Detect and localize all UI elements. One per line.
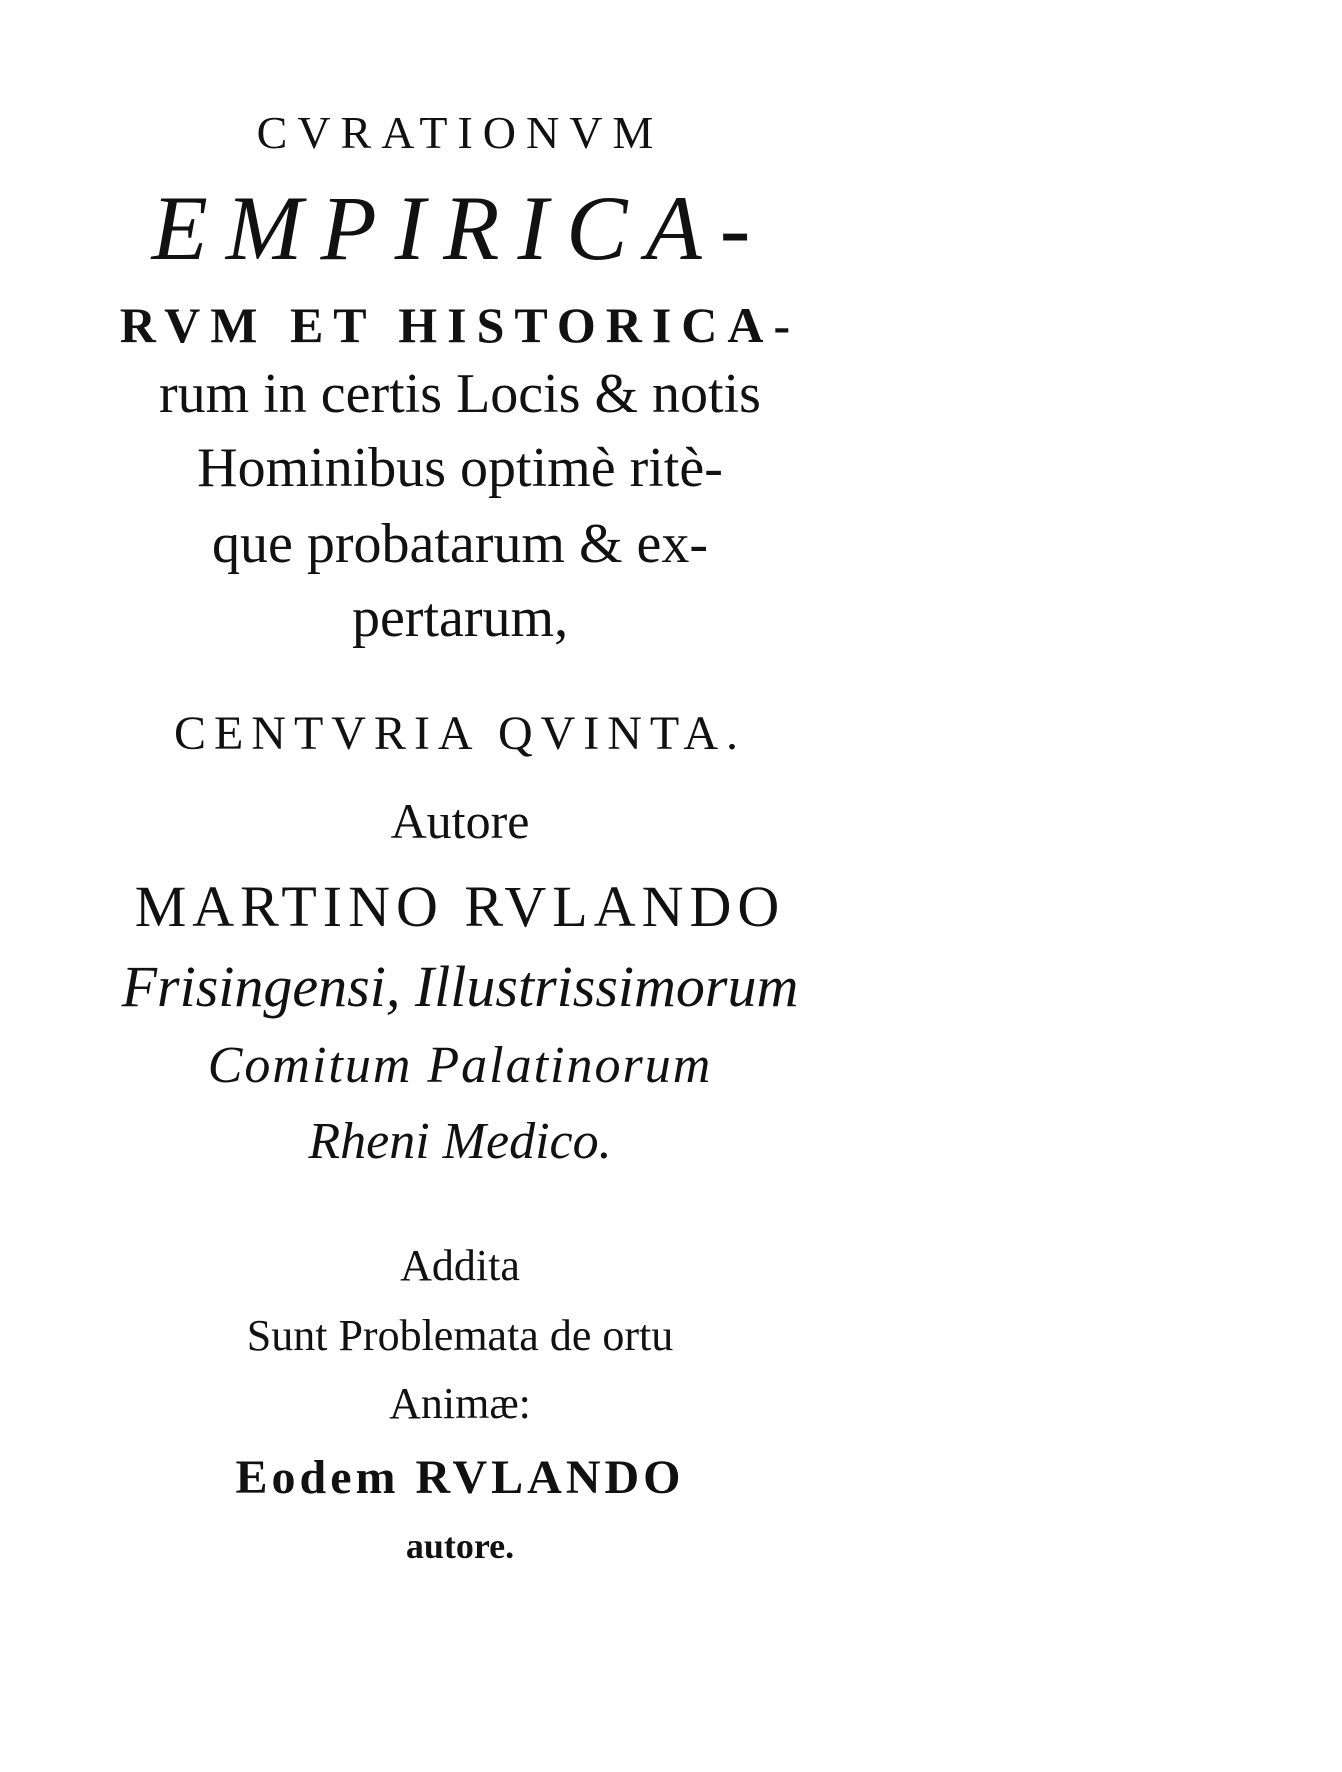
title-line-2: EMPIRICA- [151, 177, 769, 279]
author-desc-1: Frisingensi, Illustrissimorum [121, 954, 799, 1019]
author-desc-3: Rheni Medico. [308, 1113, 612, 1170]
autore-final: autore. [405, 1526, 515, 1566]
addita-line-1: Addita [400, 1241, 520, 1290]
addita-line-3: Animæ: [389, 1379, 531, 1428]
centuria-line: CENTVRIA QVINTA. [173, 707, 747, 760]
addita-line-2: Sunt Problemata de ortu [246, 1311, 674, 1360]
title-line-1: CVRATIONVM [256, 107, 664, 158]
title-line-4: rum in certis Locis & notis [159, 363, 761, 425]
eodem-line: Eodem RVLANDO [235, 1451, 685, 1504]
title-line-5: Hominibus optimè ritè- [197, 437, 723, 499]
author-desc-2: Comitum Palatinorum [207, 1037, 713, 1094]
title-line-6: que probatarum & ex- [211, 513, 709, 575]
title-line-7: pertarum, [351, 587, 569, 649]
author-name: MARTINO RVLANDO [134, 874, 786, 939]
autore-label: Autore [390, 793, 530, 849]
title-line-3: RVM ET HISTORICA- [119, 297, 801, 353]
